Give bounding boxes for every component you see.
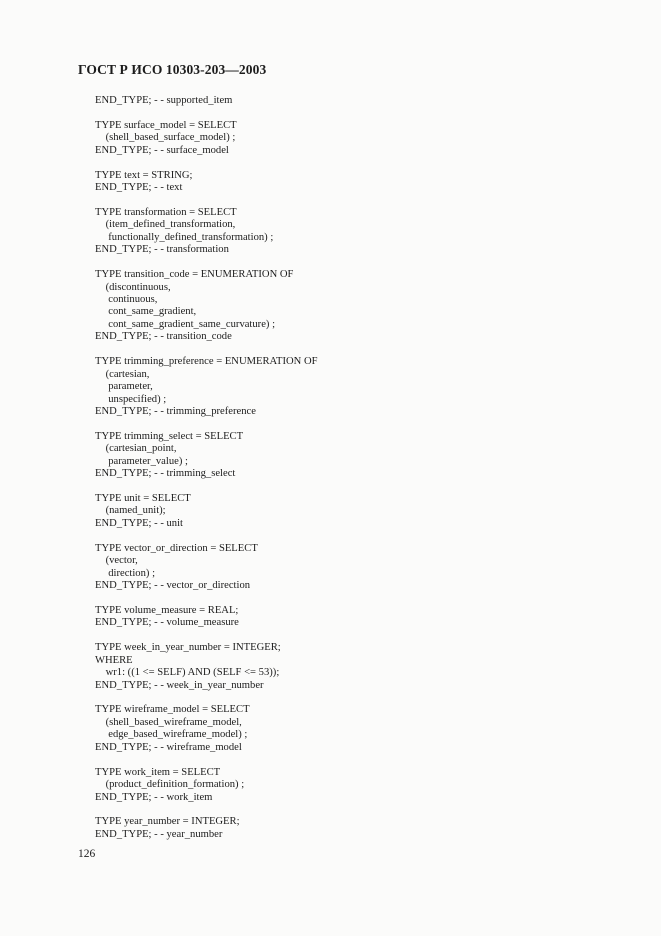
block-spacer (95, 107, 565, 119)
code-line: END_TYPE; - - vector_or_direction (95, 580, 251, 592)
block-spacer (95, 481, 565, 493)
code-line: edge_based_wireframe_model) ; (95, 729, 248, 741)
code-line: TYPE week_in_year_number = INTEGER; (95, 642, 281, 654)
code-line: WHERE (95, 654, 133, 666)
code-line: TYPE surface_model = SELECT (95, 119, 237, 131)
code-line: TYPE wireframe_model = SELECT (95, 704, 250, 716)
block-spacer (95, 344, 565, 356)
code-line: TYPE trimming_preference = ENUMERATION OF (95, 356, 318, 368)
code-line: (shell_based_surface_model) ; (95, 132, 236, 144)
code-line: TYPE trimming_select = SELECT (95, 430, 244, 442)
code-line: TYPE work_item = SELECT (95, 766, 221, 778)
code-line: TYPE transition_code = ENUMERATION OF (95, 269, 294, 281)
document-header: ГОСТ Р ИСО 10303-203—2003 (78, 62, 267, 77)
block-spacer (95, 530, 565, 542)
code-line: TYPE year_number = INTEGER; (95, 816, 240, 828)
code-line: END_TYPE; - - volume_measure (95, 617, 239, 629)
block-spacer (95, 593, 565, 605)
code-line: END_TYPE; - - trimming_preference (95, 405, 256, 417)
code-line: END_TYPE; - - week_in_year_number (95, 679, 264, 691)
code-line: direction) ; (95, 567, 156, 579)
block-spacer (95, 630, 565, 642)
code-line: (discontinuous, (95, 281, 171, 293)
code-line: cont_same_gradient_same_curvature) ; (95, 318, 276, 330)
block-spacer (95, 157, 565, 169)
code-line: functionally_defined_transformation) ; (95, 231, 274, 243)
block-spacer (95, 418, 565, 430)
express-code-listing (95, 95, 565, 841)
code-line: END_TYPE; - - work_item (95, 791, 213, 803)
code-line: END_TYPE; - - year_number (95, 828, 223, 840)
code-line: wr1: ((1 <= SELF) AND (SELF <= 53)); (95, 667, 280, 679)
code-line: continuous, (95, 294, 158, 305)
block-spacer (95, 257, 565, 269)
code-line: END_TYPE; - - surface_model (95, 144, 229, 156)
code-line: (named_unit); (95, 505, 166, 517)
code-line: (cartesian_point, (95, 443, 177, 455)
code-line: END_TYPE; - - unit (95, 517, 183, 529)
code-line: TYPE text = STRING; (95, 169, 193, 181)
code-line: END_TYPE; - - text (95, 182, 183, 194)
code-line: cont_same_gradient, (95, 306, 197, 318)
code-line: TYPE vector_or_direction = SELECT (95, 542, 258, 554)
code-line: (cartesian, (95, 368, 150, 380)
code-line: END_TYPE; - - trimming_select (95, 468, 236, 480)
code-line: END_TYPE; - - supported_item (95, 95, 233, 106)
block-spacer (95, 195, 565, 207)
code-line: unspecified) ; (95, 393, 167, 405)
page-number: 126 (78, 848, 96, 860)
code-line: END_TYPE; - - transition_code (95, 331, 232, 343)
code-line: (shell_based_wireframe_model, (95, 716, 242, 728)
code-line: parameter, (95, 381, 153, 393)
code-line: (product_definition_formation) ; (95, 779, 245, 791)
code-line: (item_defined_transformation, (95, 219, 236, 231)
code-line: END_TYPE; - - transformation (95, 244, 229, 256)
code-line: TYPE unit = SELECT (95, 493, 191, 504)
code-line: parameter_value) ; (95, 455, 188, 467)
block-spacer (95, 754, 565, 766)
code-line: TYPE volume_measure = REAL; (95, 604, 239, 616)
code-line: END_TYPE; - - wireframe_model (95, 741, 242, 753)
code-line: (vector, (95, 555, 138, 567)
block-spacer (95, 692, 565, 704)
block-spacer (95, 804, 565, 816)
code-line: TYPE transformation = SELECT (95, 206, 237, 218)
